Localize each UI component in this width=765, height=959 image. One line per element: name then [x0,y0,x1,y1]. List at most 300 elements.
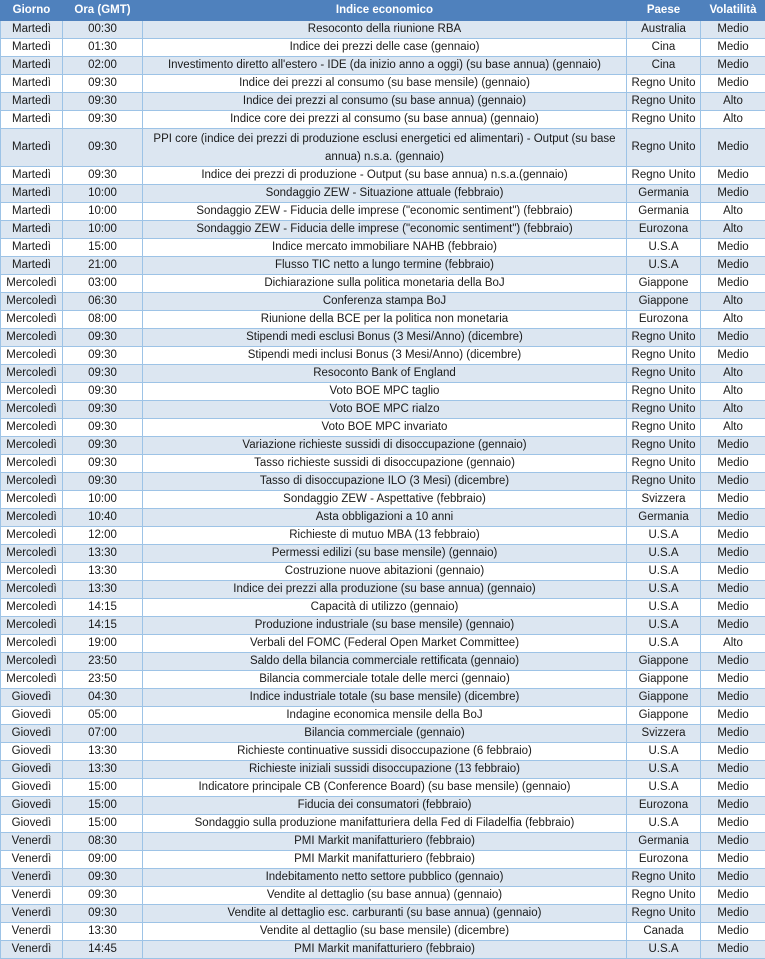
cell-ora: 09:30 [63,869,143,887]
cell-volatilita: Medio [701,941,765,959]
cell-indice: Indice dei prezzi delle case (gennaio) [143,39,627,57]
cell-giorno: Giovedì [1,707,63,725]
cell-ora: 07:00 [63,725,143,743]
cell-paese: Regno Unito [627,93,701,111]
cell-giorno: Mercoledì [1,635,63,653]
cell-ora: 09:30 [63,419,143,437]
cell-ora: 13:30 [63,563,143,581]
cell-paese: U.S.A [627,941,701,959]
cell-giorno: Mercoledì [1,617,63,635]
cell-indice: Tasso richieste sussidi di disoccupazione (gennaio) [143,455,627,473]
cell-giorno: Giovedì [1,743,63,761]
cell-paese: U.S.A [627,617,701,635]
cell-indice: Bilancia commerciale totale delle merci (gennaio) [143,671,627,689]
cell-paese: Cina [627,57,701,75]
cell-ora: 08:30 [63,833,143,851]
header-row [1,1,765,21]
table-row [1,75,765,93]
cell-indice: Voto BOE MPC invariato [143,419,627,437]
cell-paese: Regno Unito [627,869,701,887]
table-row [1,725,765,743]
cell-paese: Regno Unito [627,111,701,129]
table-row [1,185,765,203]
cell-indice: Tasso di disoccupazione ILO (3 Mesi) (dicembre) [143,473,627,491]
cell-giorno: Venerdì [1,905,63,923]
cell-volatilita: Medio [701,707,765,725]
cell-ora: 09:30 [63,401,143,419]
cell-giorno: Martedì [1,185,63,203]
cell-ora: 05:00 [63,707,143,725]
cell-giorno: Giovedì [1,779,63,797]
cell-ora: 09:30 [63,905,143,923]
cell-ora: 15:00 [63,797,143,815]
cell-paese: U.S.A [627,545,701,563]
cell-paese: Regno Unito [627,905,701,923]
cell-volatilita: Medio [701,797,765,815]
cell-giorno: Mercoledì [1,293,63,311]
cell-ora: 14:15 [63,599,143,617]
cell-giorno: Giovedì [1,797,63,815]
cell-paese: Eurozona [627,797,701,815]
cell-ora: 21:00 [63,257,143,275]
cell-paese: U.S.A [627,743,701,761]
cell-giorno: Martedì [1,39,63,57]
cell-ora: 09:30 [63,347,143,365]
table-row [1,473,765,491]
cell-volatilita: Medio [701,725,765,743]
cell-ora: 09:30 [63,887,143,905]
table-row [1,923,765,941]
cell-volatilita: Medio [701,473,765,491]
cell-indice: Indicatore principale CB (Conference Board) (su base mensile) (gennaio) [143,779,627,797]
cell-indice: Produzione industriale (su base mensile) (gennaio) [143,617,627,635]
cell-giorno: Venerdì [1,923,63,941]
cell-indice: Saldo della bilancia commerciale rettificata (gennaio) [143,653,627,671]
cell-paese: U.S.A [627,599,701,617]
cell-indice: Permessi edilizi (su base mensile) (gennaio) [143,545,627,563]
table-row [1,275,765,293]
cell-volatilita: Medio [701,509,765,527]
cell-paese: Svizzera [627,491,701,509]
cell-indice: Sondaggio sulla produzione manifatturiera della Fed di Filadelfia (febbraio) [143,815,627,833]
cell-giorno: Mercoledì [1,437,63,455]
cell-volatilita: Medio [701,257,765,275]
cell-indice: Riunione della BCE per la politica non monetaria [143,311,627,329]
cell-indice: Indice mercato immobiliare NAHB (febbraio) [143,239,627,257]
cell-indice: Sondaggio ZEW - Fiducia delle imprese ("economic sentiment") (febbraio) [143,203,627,221]
cell-paese: Regno Unito [627,329,701,347]
header-giorno[interactable]: Giorno [1,1,63,21]
cell-paese: U.S.A [627,635,701,653]
cell-ora: 09:30 [63,129,143,167]
cell-indice: Voto BOE MPC rialzo [143,401,627,419]
cell-paese: Regno Unito [627,347,701,365]
cell-giorno: Mercoledì [1,653,63,671]
table-row [1,221,765,239]
cell-ora: 13:30 [63,743,143,761]
cell-volatilita: Medio [701,599,765,617]
cell-paese: Germania [627,185,701,203]
cell-giorno: Martedì [1,111,63,129]
cell-paese: Giappone [627,689,701,707]
cell-indice: Indagine economica mensile della BoJ [143,707,627,725]
cell-indice: Resoconto della riunione RBA [143,21,627,39]
cell-volatilita: Medio [701,815,765,833]
table-row [1,779,765,797]
cell-volatilita: Alto [701,293,765,311]
cell-paese: Australia [627,21,701,39]
cell-volatilita: Alto [701,365,765,383]
table-row [1,653,765,671]
cell-volatilita: Medio [701,851,765,869]
cell-volatilita: Medio [701,581,765,599]
cell-giorno: Martedì [1,167,63,185]
cell-giorno: Martedì [1,203,63,221]
cell-paese: Regno Unito [627,455,701,473]
cell-indice: Richieste iniziali sussidi disoccupazione (13 febbraio) [143,761,627,779]
cell-ora: 10:00 [63,203,143,221]
cell-ora: 09:30 [63,93,143,111]
cell-giorno: Mercoledì [1,671,63,689]
table-row [1,689,765,707]
cell-indice: Indice core dei prezzi al consumo (su base annua) (gennaio) [143,111,627,129]
cell-indice: Indice dei prezzi alla produzione (su base annua) (gennaio) [143,581,627,599]
cell-indice: Sondaggio ZEW - Situazione attuale (febbraio) [143,185,627,203]
cell-giorno: Giovedì [1,725,63,743]
cell-paese: Regno Unito [627,383,701,401]
table-row [1,365,765,383]
cell-indice: PMI Markit manifatturiero (febbraio) [143,851,627,869]
cell-indice: PMI Markit manifatturiero (febbraio) [143,941,627,959]
cell-volatilita: Medio [701,347,765,365]
table-row [1,419,765,437]
cell-paese: U.S.A [627,581,701,599]
cell-paese: Germania [627,509,701,527]
cell-paese: Canada [627,923,701,941]
table-row [1,293,765,311]
cell-giorno: Mercoledì [1,545,63,563]
cell-indice: Flusso TIC netto a lungo termine (febbraio) [143,257,627,275]
cell-ora: 15:00 [63,779,143,797]
cell-volatilita: Medio [701,653,765,671]
table-row [1,455,765,473]
cell-giorno: Mercoledì [1,581,63,599]
cell-ora: 03:00 [63,275,143,293]
cell-paese: Eurozona [627,851,701,869]
cell-paese: Giappone [627,707,701,725]
cell-indice: Resoconto Bank of England [143,365,627,383]
cell-giorno: Martedì [1,257,63,275]
table-row [1,329,765,347]
table-row [1,401,765,419]
cell-giorno: Mercoledì [1,491,63,509]
cell-paese: Regno Unito [627,887,701,905]
cell-giorno: Mercoledì [1,473,63,491]
cell-ora: 06:30 [63,293,143,311]
table-row [1,509,765,527]
cell-paese: Eurozona [627,221,701,239]
table-row [1,869,765,887]
cell-ora: 13:30 [63,581,143,599]
cell-indice: Stipendi medi esclusi Bonus (3 Mesi/Anno) (dicembre) [143,329,627,347]
cell-giorno: Mercoledì [1,275,63,293]
cell-volatilita: Medio [701,275,765,293]
cell-paese: U.S.A [627,239,701,257]
table-row [1,347,765,365]
cell-paese: U.S.A [627,527,701,545]
cell-indice: PPI core (indice dei prezzi di produzione esclusi energetici ed alimentari) - Output (su base annua) n.s.a. (gennaio) [143,129,627,167]
table-row [1,111,765,129]
cell-paese: U.S.A [627,257,701,275]
table-row [1,545,765,563]
table-row [1,563,765,581]
cell-volatilita: Medio [701,527,765,545]
cell-volatilita: Alto [701,635,765,653]
cell-volatilita: Alto [701,383,765,401]
cell-paese: Regno Unito [627,419,701,437]
cell-ora: 14:15 [63,617,143,635]
cell-ora: 01:30 [63,39,143,57]
cell-indice: Sondaggio ZEW - Aspettative (febbraio) [143,491,627,509]
cell-ora: 12:00 [63,527,143,545]
cell-giorno: Mercoledì [1,401,63,419]
cell-paese: Regno Unito [627,167,701,185]
cell-giorno: Giovedì [1,689,63,707]
cell-paese: U.S.A [627,815,701,833]
cell-paese: Regno Unito [627,473,701,491]
table-row [1,599,765,617]
cell-volatilita: Medio [701,887,765,905]
cell-paese: U.S.A [627,563,701,581]
cell-giorno: Mercoledì [1,365,63,383]
cell-giorno: Venerdì [1,851,63,869]
cell-ora: 09:30 [63,167,143,185]
table-row [1,635,765,653]
cell-indice: Dichiarazione sulla politica monetaria della BoJ [143,275,627,293]
cell-ora: 09:30 [63,473,143,491]
table-row [1,797,765,815]
header-paese[interactable]: Paese [627,1,701,21]
cell-volatilita: Medio [701,905,765,923]
cell-ora: 15:00 [63,239,143,257]
cell-giorno: Mercoledì [1,599,63,617]
cell-paese: Giappone [627,275,701,293]
cell-ora: 08:00 [63,311,143,329]
cell-paese: Germania [627,833,701,851]
header-volatilita[interactable]: Volatilità [701,1,765,21]
cell-indice: Bilancia commerciale (gennaio) [143,725,627,743]
cell-indice: Richieste continuative sussidi disoccupazione (6 febbraio) [143,743,627,761]
table-row [1,39,765,57]
cell-volatilita: Medio [701,437,765,455]
cell-volatilita: Medio [701,833,765,851]
cell-volatilita: Medio [701,57,765,75]
table-row [1,887,765,905]
cell-paese: U.S.A [627,779,701,797]
cell-indice: Investimento diretto all'estero - IDE (da inizio anno a oggi) (su base annua) (gennaio) [143,57,627,75]
cell-indice: Indice dei prezzi di produzione - Output (su base annua) n.s.a.(gennaio) [143,167,627,185]
table-row [1,239,765,257]
cell-indice: Indice dei prezzi al consumo (su base annua) (gennaio) [143,93,627,111]
cell-giorno: Martedì [1,93,63,111]
table-row [1,581,765,599]
cell-paese: Svizzera [627,725,701,743]
cell-giorno: Mercoledì [1,311,63,329]
cell-volatilita: Medio [701,75,765,93]
cell-ora: 09:30 [63,455,143,473]
cell-ora: 09:30 [63,329,143,347]
cell-paese: Giappone [627,671,701,689]
cell-paese: Giappone [627,653,701,671]
cell-volatilita: Alto [701,221,765,239]
cell-giorno: Mercoledì [1,347,63,365]
table-row [1,941,765,959]
cell-ora: 09:30 [63,75,143,93]
cell-giorno: Giovedì [1,815,63,833]
cell-ora: 13:30 [63,761,143,779]
table-row [1,851,765,869]
cell-paese: Eurozona [627,311,701,329]
cell-ora: 15:00 [63,815,143,833]
cell-indice: Variazione richieste sussidi di disoccupazione (gennaio) [143,437,627,455]
cell-giorno: Mercoledì [1,563,63,581]
cell-volatilita: Alto [701,111,765,129]
cell-giorno: Martedì [1,239,63,257]
table-row [1,707,765,725]
cell-paese: Cina [627,39,701,57]
header-ora[interactable]: Ora (GMT) [63,1,143,21]
cell-giorno: Mercoledì [1,329,63,347]
cell-giorno: Venerdì [1,941,63,959]
cell-ora: 23:50 [63,671,143,689]
cell-paese: Regno Unito [627,437,701,455]
cell-indice: Asta obbligazioni a 10 anni [143,509,627,527]
table-row [1,203,765,221]
cell-giorno: Mercoledì [1,509,63,527]
table-row [1,383,765,401]
table-row [1,129,765,167]
cell-giorno: Venerdì [1,833,63,851]
cell-ora: 10:00 [63,185,143,203]
table-row [1,311,765,329]
cell-ora: 14:45 [63,941,143,959]
cell-giorno: Mercoledì [1,383,63,401]
cell-paese: Giappone [627,293,701,311]
cell-indice: Verbali del FOMC (Federal Open Market Committee) [143,635,627,653]
cell-indice: Richieste di mutuo MBA (13 febbraio) [143,527,627,545]
cell-volatilita: Alto [701,419,765,437]
cell-ora: 09:30 [63,111,143,129]
table-row [1,167,765,185]
cell-giorno: Martedì [1,221,63,239]
cell-indice: Indice dei prezzi al consumo (su base mensile) (gennaio) [143,75,627,93]
table-row [1,491,765,509]
cell-indice: Capacità di utilizzo (gennaio) [143,599,627,617]
cell-ora: 13:30 [63,545,143,563]
cell-paese: U.S.A [627,761,701,779]
table-row [1,761,765,779]
cell-giorno: Venerdì [1,887,63,905]
cell-ora: 09:30 [63,437,143,455]
header-indice[interactable]: Indice economico [143,1,627,21]
cell-giorno: Martedì [1,129,63,167]
table-row [1,617,765,635]
cell-ora: 19:00 [63,635,143,653]
table-row [1,833,765,851]
table-row [1,671,765,689]
table-row [1,437,765,455]
cell-ora: 09:30 [63,365,143,383]
cell-volatilita: Medio [701,239,765,257]
cell-paese: Regno Unito [627,365,701,383]
cell-paese: Germania [627,203,701,221]
cell-giorno: Mercoledì [1,419,63,437]
cell-indice: PMI Markit manifatturiero (febbraio) [143,833,627,851]
table-row [1,743,765,761]
cell-volatilita: Medio [701,329,765,347]
cell-volatilita: Medio [701,39,765,57]
cell-indice: Indebitamento netto settore pubblico (gennaio) [143,869,627,887]
cell-ora: 13:30 [63,923,143,941]
cell-volatilita: Medio [701,923,765,941]
cell-volatilita: Medio [701,617,765,635]
cell-volatilita: Alto [701,203,765,221]
cell-indice: Vendite al dettaglio (su base annua) (gennaio) [143,887,627,905]
cell-indice: Costruzione nuove abitazioni (gennaio) [143,563,627,581]
cell-volatilita: Medio [701,185,765,203]
cell-volatilita: Medio [701,779,765,797]
cell-paese: Regno Unito [627,75,701,93]
cell-ora: 10:40 [63,509,143,527]
cell-indice: Fiducia dei consumatori (febbraio) [143,797,627,815]
cell-ora: 10:00 [63,491,143,509]
cell-volatilita: Medio [701,563,765,581]
cell-volatilita: Medio [701,455,765,473]
cell-giorno: Martedì [1,57,63,75]
cell-ora: 10:00 [63,221,143,239]
table-row [1,21,765,39]
cell-volatilita: Medio [701,491,765,509]
cell-indice: Conferenza stampa BoJ [143,293,627,311]
cell-volatilita: Medio [701,129,765,167]
table-row [1,257,765,275]
cell-volatilita: Alto [701,93,765,111]
cell-giorno: Giovedì [1,761,63,779]
cell-indice: Voto BOE MPC taglio [143,383,627,401]
cell-giorno: Mercoledì [1,527,63,545]
table-row [1,93,765,111]
cell-giorno: Venerdì [1,869,63,887]
table-row [1,57,765,75]
cell-ora: 09:00 [63,851,143,869]
table-row [1,905,765,923]
cell-volatilita: Medio [701,167,765,185]
cell-indice: Sondaggio ZEW - Fiducia delle imprese ("economic sentiment") (febbraio) [143,221,627,239]
cell-paese: Regno Unito [627,401,701,419]
cell-volatilita: Medio [701,689,765,707]
table-row [1,527,765,545]
cell-indice: Stipendi medi inclusi Bonus (3 Mesi/Anno) (dicembre) [143,347,627,365]
cell-indice: Vendite al dettaglio esc. carburanti (su base annua) (gennaio) [143,905,627,923]
cell-giorno: Mercoledì [1,455,63,473]
cell-indice: Indice industriale totale (su base mensile) (dicembre) [143,689,627,707]
cell-volatilita: Medio [701,869,765,887]
table-row [1,815,765,833]
cell-ora: 04:30 [63,689,143,707]
cell-volatilita: Medio [701,545,765,563]
cell-volatilita: Medio [701,743,765,761]
cell-volatilita: Medio [701,671,765,689]
